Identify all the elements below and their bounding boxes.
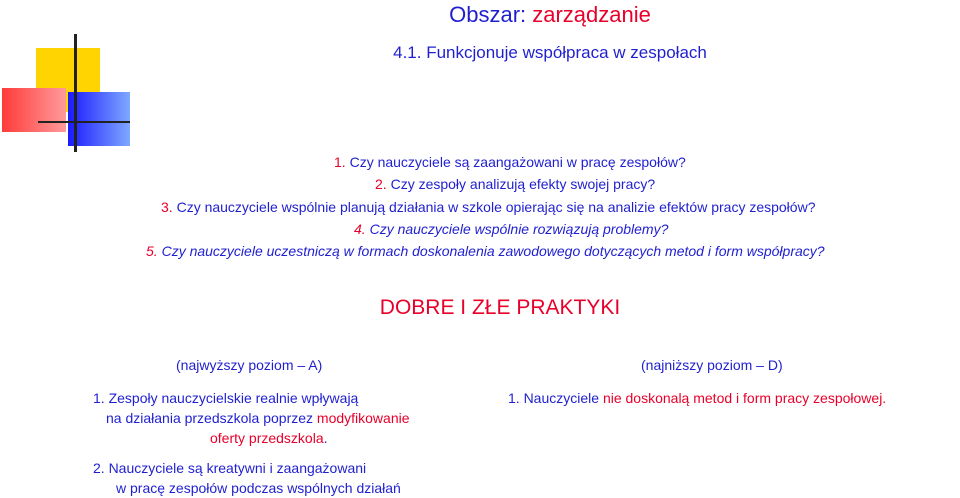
question-3 bbox=[161, 199, 815, 215]
question-number: 2. bbox=[375, 176, 387, 192]
question-1 bbox=[334, 154, 686, 170]
title-highlight: zarządzanie bbox=[532, 2, 651, 27]
question-number: 5. bbox=[146, 243, 158, 259]
page-subtitle: 4.1. Funkcjonuje współpraca w zespołach bbox=[393, 43, 707, 62]
left-item1-line2-text: na działania przedszkola poprzez bbox=[106, 410, 317, 426]
left-item2-line2: w pracę zespołów podczas wspólnych działań bbox=[116, 480, 401, 496]
right-item1 bbox=[508, 390, 886, 406]
left-level-label: (najwyższy poziom – A) bbox=[176, 357, 323, 373]
right-item1-highlight: nie doskonalą metod i form pracy zespołowej. bbox=[602, 390, 887, 406]
question-text: Czy zespoły analizują efekty swojej pracy? bbox=[390, 176, 656, 192]
title-prefix: Obszar: bbox=[449, 2, 533, 27]
question-text: Czy nauczyciele uczestniczą w formach doskonalenia zawodowego dotyczących metod i form współpracy? bbox=[161, 243, 825, 259]
question-text: Czy nauczyciele wspólnie rozwiązują problemy? bbox=[369, 221, 669, 237]
right-level-label: (najniższy poziom – D) bbox=[641, 357, 783, 373]
left-item1-line2 bbox=[106, 410, 410, 426]
left-item1-highlight-2: oferty przedszkola bbox=[210, 430, 324, 446]
left-item1-line1: 1. Zespoły nauczycielskie realnie wpływają bbox=[93, 390, 359, 406]
practices-heading: DOBRE I ZŁE PRAKTYKI bbox=[379, 296, 621, 319]
question-4 bbox=[354, 221, 668, 237]
question-number: 1. bbox=[334, 154, 346, 170]
right-item1-text: 1. Nauczyciele bbox=[508, 390, 603, 406]
question-number: 4. bbox=[354, 221, 366, 237]
left-item1-line3 bbox=[210, 430, 328, 446]
left-item1-highlight: modyfikowanie bbox=[316, 410, 410, 426]
question-2 bbox=[375, 176, 655, 192]
left-item1-period: . bbox=[323, 430, 328, 446]
logo-blue-square bbox=[68, 92, 130, 146]
left-item2-line1: 2. Nauczyciele są kreatywni i zaangażowani bbox=[93, 460, 367, 476]
question-number: 3. bbox=[161, 199, 173, 215]
logo-horizontal-line bbox=[38, 121, 130, 123]
question-5 bbox=[146, 243, 825, 259]
logo-red-square bbox=[2, 88, 66, 132]
question-text: Czy nauczyciele są zaangażowani w pracę zespołów? bbox=[349, 154, 686, 170]
question-text: Czy nauczyciele wspólnie planują działania w szkole opierając się na analizie efektów pracy zespołów? bbox=[176, 199, 816, 215]
page-title bbox=[0, 2, 960, 28]
